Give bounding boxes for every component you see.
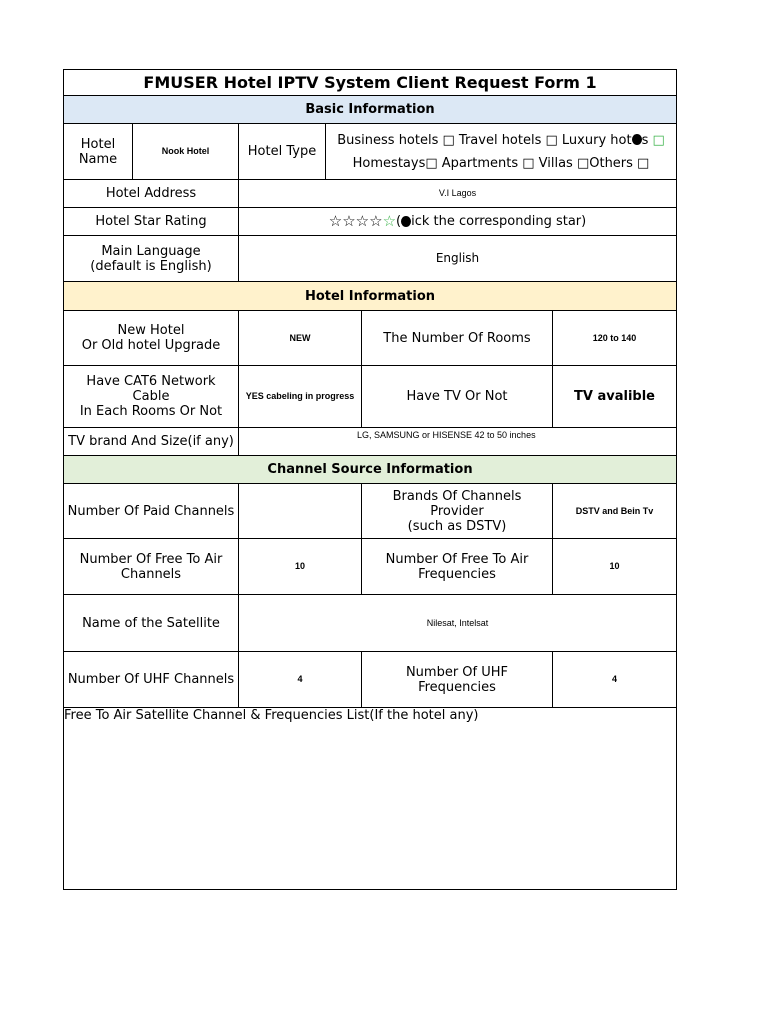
hotel-type-options-text-1b: s xyxy=(641,132,653,148)
star-icons[interactable]: ☆☆☆☆ xyxy=(328,212,383,230)
uhf-channels-label: Number Of UHF Channels xyxy=(64,652,239,707)
fta-frequencies-label: Number Of Free To Air Frequencies xyxy=(362,539,553,594)
satellite-row xyxy=(64,595,676,652)
main-language-row xyxy=(64,236,676,282)
rooms-value[interactable]: 120 to 140 xyxy=(592,332,637,343)
tv-value[interactable]: TV avalible xyxy=(574,389,655,404)
tv-label: Have TV Or Not xyxy=(362,366,553,427)
hotel-info-header: Hotel Information xyxy=(304,288,436,304)
star-note: ick the corresponding star) xyxy=(411,214,587,229)
tv-brand-row xyxy=(64,428,676,456)
fta-channels-label: Number Of Free To Air Channels xyxy=(64,539,239,594)
star-note-open: ( xyxy=(396,214,402,229)
provider-label: Brands Of Channels Provider (such as DSTV) xyxy=(362,484,553,538)
hotel-type-label: Hotel Type xyxy=(239,124,326,179)
hotel-name-value[interactable]: Nook Hotel xyxy=(133,124,239,179)
uhf-row xyxy=(64,652,676,708)
fta-list-label: Free To Air Satellite Channel & Frequencies List(If the hotel any) xyxy=(64,708,479,723)
tv-brand-cell[interactable] xyxy=(239,428,676,455)
main-language-label: Main Language (default is English) xyxy=(64,236,239,281)
tv-brand-label: TV brand And Size(if any) xyxy=(64,428,239,455)
rooms-label: The Number Of Rooms xyxy=(362,311,553,365)
uhf-channels-value[interactable]: 4 xyxy=(239,652,362,707)
uhf-frequencies-label: Number Of UHF Frequencies xyxy=(362,652,553,707)
hotel-info-header-row xyxy=(64,282,676,311)
uhf-frequencies-value[interactable]: 4 xyxy=(611,674,617,684)
main-language-value[interactable]: English xyxy=(435,251,480,265)
hotel-type-options-text-1: Business hotels □ Travel hotels □ Luxury hot xyxy=(337,132,632,148)
new-hotel-row xyxy=(64,311,676,366)
satellite-value[interactable]: Nilesat, Intelsat xyxy=(426,617,489,628)
paid-channels-row xyxy=(64,484,676,539)
satellite-label: Name of the Satellite xyxy=(64,595,239,651)
paid-channels-value[interactable] xyxy=(239,484,362,538)
paid-channels-label: Number Of Paid Channels xyxy=(64,484,239,538)
new-hotel-value[interactable]: NEW xyxy=(239,311,362,365)
ink-mark-icon xyxy=(632,134,642,145)
cat6-label: Have CAT6 Network Cable In Each Rooms Or Not xyxy=(64,366,239,427)
luxury-checkbox[interactable]: □ xyxy=(652,132,665,148)
hotel-type-line-1[interactable] xyxy=(337,133,665,148)
star-rating-label: Hotel Star Rating xyxy=(64,208,239,235)
fta-channels-row xyxy=(64,539,676,595)
request-form xyxy=(63,69,677,890)
fta-list-area[interactable] xyxy=(64,708,676,889)
form-title: FMUSER Hotel IPTV System Client Request Form 1 xyxy=(143,73,597,92)
fta-frequencies-value[interactable]: 10 xyxy=(609,561,620,571)
star-green-icon[interactable]: ☆ xyxy=(382,212,397,230)
basic-info-header: Basic Information xyxy=(305,102,435,117)
channel-source-header-row xyxy=(64,456,676,484)
tv-brand-value[interactable]: LG, SAMSUNG or HISENSE 42 to 50 inches xyxy=(357,430,536,440)
ink-mark-icon xyxy=(401,216,411,227)
hotel-name-row xyxy=(64,124,676,180)
provider-value[interactable]: DSTV and Bein Tv xyxy=(575,505,654,516)
hotel-address-row xyxy=(64,180,676,208)
title-row xyxy=(64,70,676,96)
hotel-address-value[interactable]: V.I Lagos xyxy=(438,188,477,198)
hotel-type-options[interactable] xyxy=(326,124,676,179)
hotel-type-line-2[interactable]: Homestays□ Apartments □ Villas □Others □ xyxy=(352,155,650,171)
cat6-row xyxy=(64,366,676,428)
cat6-value[interactable]: YES cabeling in progress xyxy=(239,366,362,427)
basic-info-header-row xyxy=(64,96,676,124)
hotel-name-label: Hotel Name xyxy=(64,124,133,179)
fta-channels-value[interactable]: 10 xyxy=(239,539,362,594)
hotel-address-label: Hotel Address xyxy=(64,180,239,207)
new-hotel-label: New Hotel Or Old hotel Upgrade xyxy=(64,311,239,365)
channel-source-header: Channel Source Information xyxy=(267,462,473,477)
star-rating-value[interactable] xyxy=(239,208,676,235)
star-rating-row xyxy=(64,208,676,236)
